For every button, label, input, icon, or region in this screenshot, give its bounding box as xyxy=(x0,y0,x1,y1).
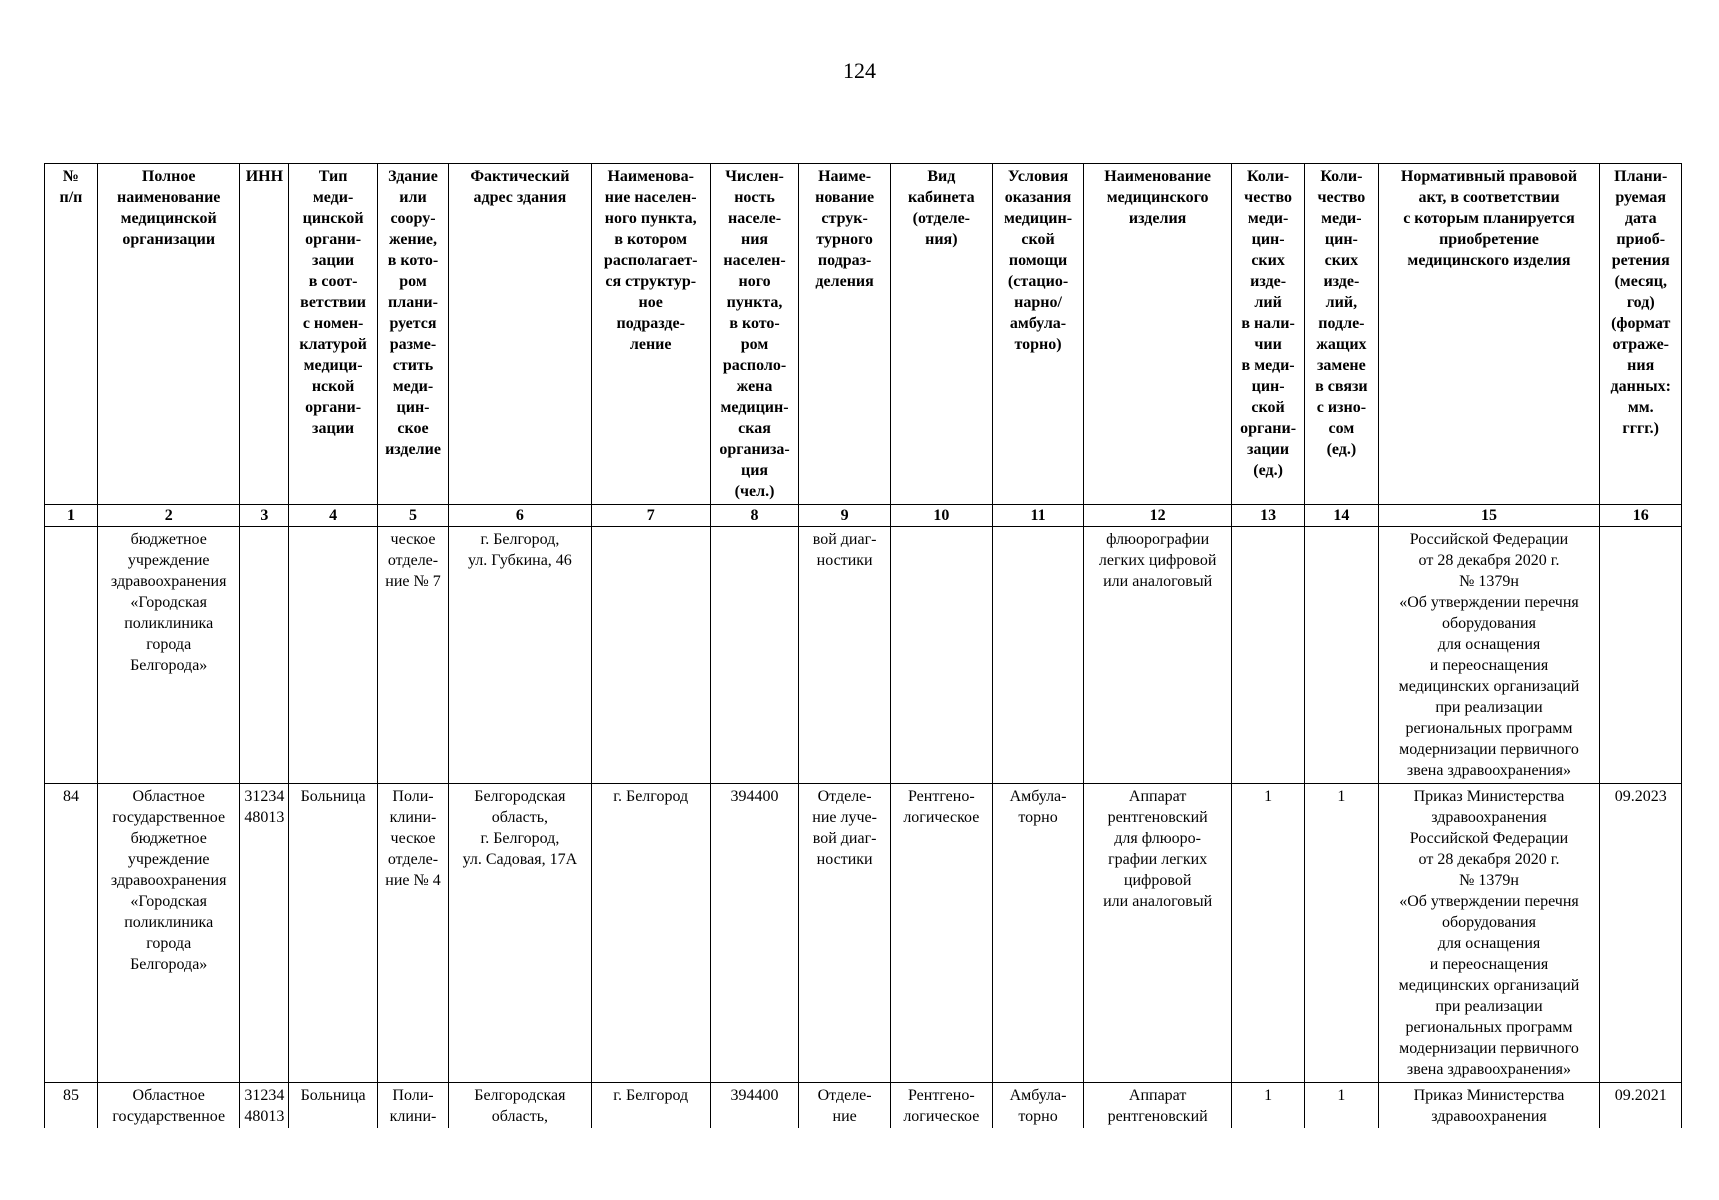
table-cell xyxy=(710,527,799,784)
col-number: 8 xyxy=(710,505,799,527)
table-cell: ческое отделе- ние № 7 xyxy=(377,527,448,784)
equipment-table xyxy=(44,163,1682,1128)
col-header-12: Наименование медицинского изделия xyxy=(1084,164,1232,505)
col-number: 10 xyxy=(890,505,992,527)
table-cell xyxy=(591,527,710,784)
page-number: 124 xyxy=(843,58,876,83)
col-number: 14 xyxy=(1305,505,1378,527)
col-header-15: Нормативный правовой акт, в соответствии с которым планируется приобретение медицинского изделия xyxy=(1378,164,1600,505)
table-cell: Рентгено- логическое xyxy=(890,784,992,1083)
table-cell xyxy=(1600,527,1682,784)
table-row-84 xyxy=(45,784,1682,1083)
table-cell: 1 xyxy=(1305,784,1378,1083)
table-cell: 1 xyxy=(1305,1083,1378,1129)
col-number: 9 xyxy=(799,505,891,527)
col-header-1: № п/п xyxy=(45,164,98,505)
header-row xyxy=(45,164,1682,505)
equipment-table-container xyxy=(44,163,1682,1128)
col-number: 12 xyxy=(1084,505,1232,527)
table-cell xyxy=(890,527,992,784)
col-header-7: Наименова- ние населен- ного пункта, в котором располагает- ся структур- ное подразде- ление xyxy=(591,164,710,505)
col-header-4: Тип меди- цинской органи- зации в соот- ветствии с номен- клатурой медици- нской органи- зации xyxy=(289,164,378,505)
table-cell xyxy=(240,527,289,784)
col-header-11: Условия оказания медицин- ской помощи (стацио- нарно/ амбула- торно) xyxy=(992,164,1084,505)
col-header-3: ИНН xyxy=(240,164,289,505)
col-header-14: Коли- чество меди- цин- ских изде- лий, подле- жащих замене в связи с изно- сом (ед.) xyxy=(1305,164,1378,505)
table-cell: бюджетное учреждение здравоохранения «Городская поликлиника города Белгорода» xyxy=(97,527,240,784)
table-cell: г. Белгород xyxy=(591,1083,710,1129)
table-cell xyxy=(1305,527,1378,784)
table-cell: Амбула- торно xyxy=(992,1083,1084,1129)
col-number: 2 xyxy=(97,505,240,527)
table-cell: 394400 xyxy=(710,784,799,1083)
table-cell xyxy=(1231,527,1304,784)
col-number: 15 xyxy=(1378,505,1600,527)
col-number: 13 xyxy=(1231,505,1304,527)
column-number-row xyxy=(45,505,1682,527)
table-cell: Приказ Министерства здравоохранения Российской Федерации от 28 декабря 2020 г. № 1379н «Об утверждении перечня оборудования для оснащения и переоснащения медицинских организаций при реализации региональных программ модернизации первичного звена здравоохранения» xyxy=(1378,784,1600,1083)
table-cell xyxy=(45,527,98,784)
table-cell: 09.2021 xyxy=(1600,1083,1682,1129)
table-cell: Больница xyxy=(289,1083,378,1129)
table-cell: Рентгено- логическое xyxy=(890,1083,992,1129)
table-cell: Областное государственное бюджетное учреждение здравоохранения «Городская поликлиника города Белгорода» xyxy=(97,784,240,1083)
col-header-8: Числен- ность населе- ния населен- ного пункта, в кото- ром располо- жена медицин- ская организа- ция (чел.) xyxy=(710,164,799,505)
table-cell: флюорографии легких цифровой или аналоговый xyxy=(1084,527,1232,784)
col-number: 4 xyxy=(289,505,378,527)
col-header-10: Вид кабинета (отделе- ния) xyxy=(890,164,992,505)
table-row-85 xyxy=(45,1083,1682,1129)
col-number: 1 xyxy=(45,505,98,527)
table-cell: Поли- клини- ческое отделе- ние № 4 xyxy=(377,784,448,1083)
table-cell: Отделе- ние xyxy=(799,1083,891,1129)
table-cell xyxy=(992,527,1084,784)
table-cell: Областное государственное xyxy=(97,1083,240,1129)
col-header-2: Полное наименование медицинской организации xyxy=(97,164,240,505)
table-cell: г. Белгород, ул. Губкина, 46 xyxy=(449,527,592,784)
table-cell: 84 xyxy=(45,784,98,1083)
table-cell: Приказ Министерства здравоохранения xyxy=(1378,1083,1600,1129)
table-cell: Аппарат рентгеновский для флюоро- графии легких цифровой или аналоговый xyxy=(1084,784,1232,1083)
table-cell: Амбула- торно xyxy=(992,784,1084,1083)
col-number: 11 xyxy=(992,505,1084,527)
table-cell: Аппарат рентгеновский xyxy=(1084,1083,1232,1129)
table-cell: 31234 48013 xyxy=(240,1083,289,1129)
col-header-13: Коли- чество меди- цин- ских изде- лий в нали- чии в меди- цин- ской органи- зации (ед.) xyxy=(1231,164,1304,505)
table-cell: 09.2023 xyxy=(1600,784,1682,1083)
table-cell: 85 xyxy=(45,1083,98,1129)
col-number: 6 xyxy=(449,505,592,527)
table-cell: 31234 48013 xyxy=(240,784,289,1083)
col-number: 3 xyxy=(240,505,289,527)
col-header-9: Наиме- нование струк- турного подраз- деления xyxy=(799,164,891,505)
table-cell xyxy=(289,527,378,784)
col-number: 7 xyxy=(591,505,710,527)
table-cell: вой диаг- ностики xyxy=(799,527,891,784)
col-number: 5 xyxy=(377,505,448,527)
table-row-continuation xyxy=(45,527,1682,784)
table-cell: Белгородская область, xyxy=(449,1083,592,1129)
table-cell: Больница xyxy=(289,784,378,1083)
col-header-6: Фактический адрес здания xyxy=(449,164,592,505)
table-cell: г. Белгород xyxy=(591,784,710,1083)
table-cell: 394400 xyxy=(710,1083,799,1129)
table-cell: Отделе- ние луче- вой диаг- ностики xyxy=(799,784,891,1083)
table-cell: Белгородская область, г. Белгород, ул. Садовая, 17А xyxy=(449,784,592,1083)
table-cell: 1 xyxy=(1231,784,1304,1083)
table-cell: Поли- клини- xyxy=(377,1083,448,1129)
col-number: 16 xyxy=(1600,505,1682,527)
col-header-16: Плани- руемая дата приоб- ретения (месяц, год) (формат отраже- ния данных: мм. гггг.) xyxy=(1600,164,1682,505)
table-cell: Российской Федерации от 28 декабря 2020 г. № 1379н «Об утверждении перечня оборудования для оснащения и переоснащения медицинских организаций при реализации региональных программ модернизации первичного звена здравоохранения» xyxy=(1378,527,1600,784)
table-cell: 1 xyxy=(1231,1083,1304,1129)
col-header-5: Здание или соору- жение, в кото- ром плани- руется разме- стить меди- цин- ское изделие xyxy=(377,164,448,505)
